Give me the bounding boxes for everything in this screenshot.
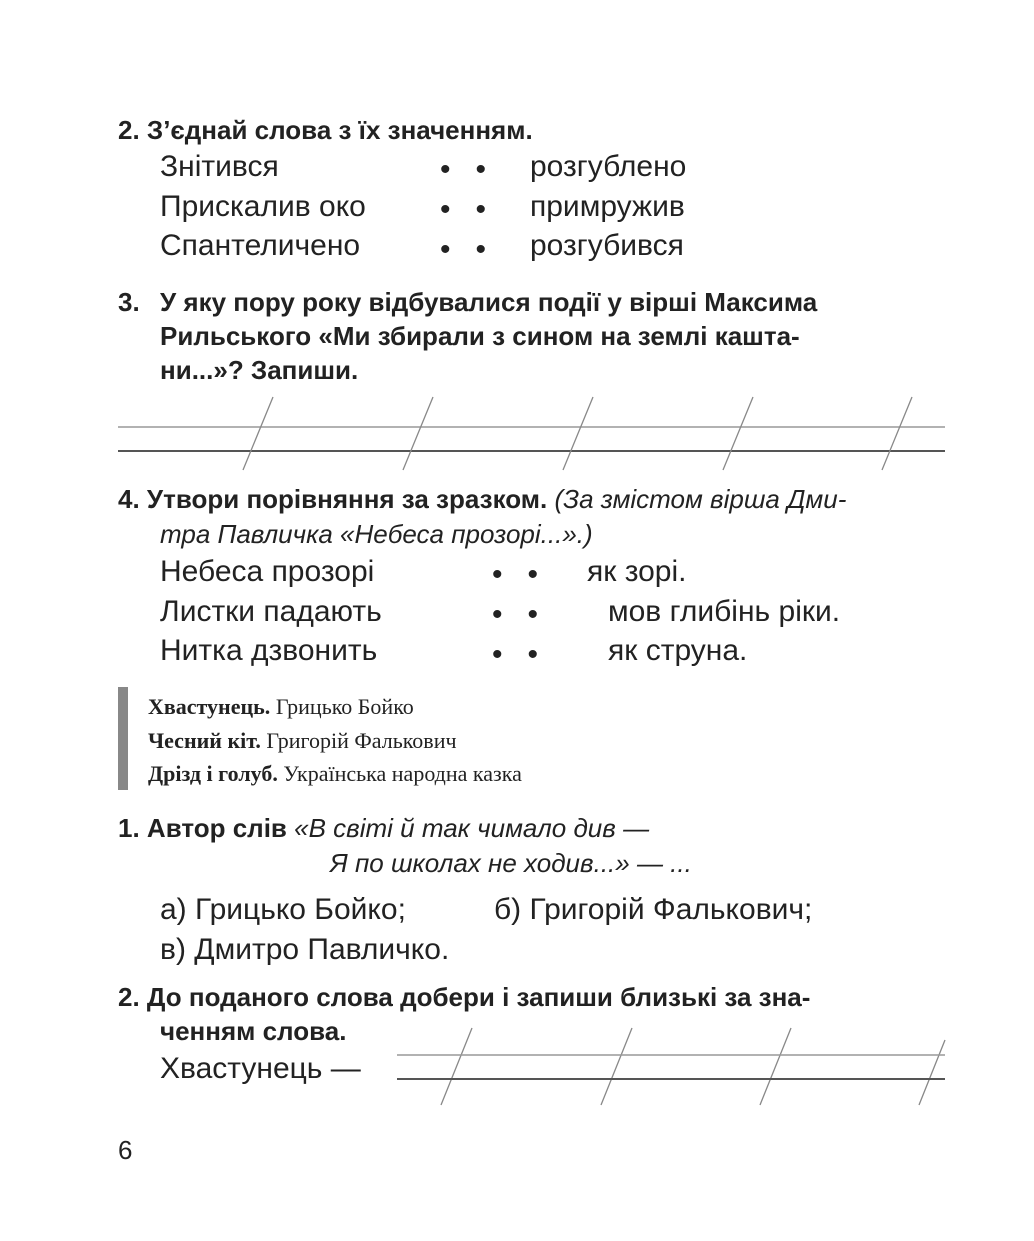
q2-word: Хвастунець — — [160, 1052, 361, 1085]
compare-left: Листки падають — [160, 595, 382, 628]
page-number: 6 — [118, 1135, 133, 1165]
reading-item: Чесний кіт. Григорій Фалькович — [148, 728, 457, 753]
compare-left: Небеса прозорі — [160, 555, 375, 588]
q1-quote: Я по школах не ходив...» — ... — [330, 848, 692, 878]
compare-right: як зорі. — [587, 555, 687, 588]
q2-heading-cont: ченням слова. — [160, 1016, 347, 1046]
option-b[interactable]: б) Григорій Фалькович; — [494, 893, 813, 926]
task3-number: 3. — [118, 287, 140, 317]
compare-right: мов глибінь ріки. — [608, 595, 841, 628]
option-c[interactable]: в) Дмитро Павличко. — [160, 933, 450, 966]
match-right: розгубився — [530, 229, 684, 262]
task4-note: тра Павличка «Небеса прозорі...».) — [160, 519, 593, 549]
option-a[interactable]: а) Грицько Бойко; — [160, 893, 406, 926]
match-left: Спантеличено — [160, 229, 361, 262]
match-dots[interactable]: • • • • • • — [440, 153, 487, 266]
match-right: примружив — [530, 190, 685, 223]
reading-item: Дрізд і голуб. Українська народна казка — [148, 761, 522, 786]
task3-text: У яку пору року відбувалися події у вірші Максима Рильського «Ми збирали з сином на землі кашта- ни...»? Запиши. — [160, 287, 818, 385]
q1-heading: 1. Автор слів «В світі й так чимало див — — [118, 813, 650, 843]
task2-heading: 2. З’єднай слова з їх значенням. — [118, 115, 533, 145]
match-left: Знітився — [160, 150, 279, 183]
reading-item: Хвастунець. Грицько Бойко — [148, 694, 414, 719]
compare-dots[interactable]: • • • • • • — [492, 558, 539, 671]
task4-heading: 4. Утвори порівняння за зразком. (За змістом вірша Дми- — [118, 484, 847, 514]
match-left: Прискалив око — [160, 190, 366, 223]
compare-left: Нитка дзвонить — [160, 634, 378, 667]
compare-right: як струна. — [608, 634, 748, 667]
q2-heading: 2. До поданого слова добери і запиши близькі за зна- — [118, 982, 811, 1012]
match-right: розгублено — [530, 150, 687, 183]
